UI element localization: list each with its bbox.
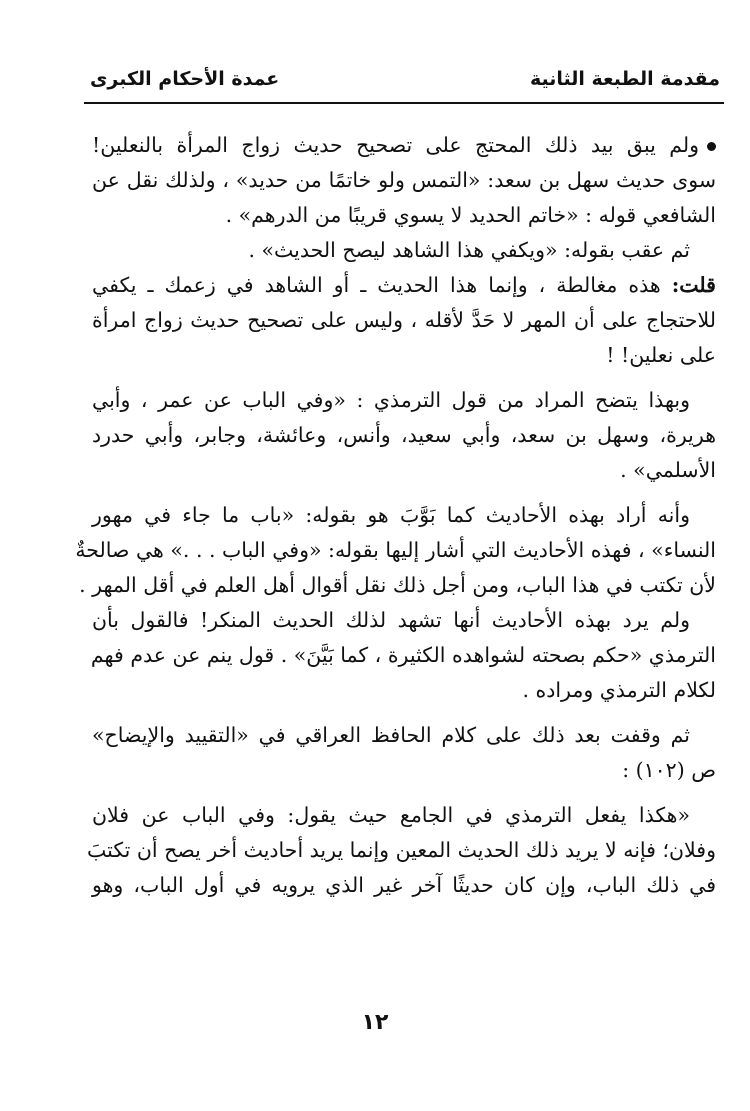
lead-term: قلت:	[671, 273, 716, 297]
paragraph-continuation	[75, 533, 716, 603]
paragraph	[92, 233, 716, 268]
paragraph	[92, 498, 716, 533]
text-line: قلت: هذه مغالطة ، وإنما هذا الحديث ـ أو الشاهد في زعمك ـ يكفي	[92, 273, 716, 297]
paragraph	[92, 383, 716, 418]
page-body	[75, 128, 716, 903]
text-line: لكلام الترمذي ومراده .	[522, 678, 716, 702]
section-title: مقدمة الطبعة الثانية	[529, 68, 720, 90]
paragraph-continuation	[87, 833, 716, 903]
bullet-icon	[707, 142, 716, 151]
paragraph-continuation	[92, 638, 716, 708]
text-line: النساء» ، فهذه الأحاديث التي أشار إليها بقوله: «وفي الباب . . .» هي صالحةٌ	[75, 538, 716, 562]
text-line: ص (١٠٢) :	[622, 758, 716, 782]
text-line: الأسلمي» .	[620, 458, 716, 482]
quotation-paragraph	[92, 798, 716, 833]
paragraph	[92, 603, 716, 638]
text-line: على نعلين! !	[606, 343, 716, 367]
text-line: هريرة، وسهل بن سعد، وأبي سعيد، وأنس، وعائشة، وجابر، وأبي حدرد	[92, 423, 716, 447]
paragraph	[92, 128, 716, 233]
text-line: ثم عقب بقوله: «ويكفي هذا الشاهد ليصح الحديث» .	[248, 238, 690, 262]
page-number: ١٢	[361, 1010, 389, 1035]
running-header	[84, 62, 724, 104]
text-line: ولم يرد بهذه الأحاديث أنها تشهد لذلك الحديث المنكر! فالقول بأن	[92, 608, 690, 632]
text-line: سوى حديث سهل بن سعد: «التمس ولو خاتمًا من حديد» ، ولذلك نقل عن	[92, 168, 716, 192]
text-line: وفلان؛ فإنه لا يريد ذلك الحديث المعين وإنما يريد أحاديث أخر يصح أن تكتبَ	[87, 838, 716, 862]
text-line: لأن تكتب في هذا الباب، ومن أجل ذلك نقل أقوال أهل العلم في أقل المهر .	[79, 573, 716, 597]
text-line: «هكذا يفعل الترمذي في الجامع حيث يقول: وفي الباب عن فلان	[92, 803, 690, 827]
text-line: ثم وقفت بعد ذلك على كلام الحافظ العراقي في «التقييد والإيضاح»	[92, 723, 690, 747]
text-line: للاحتجاج على أن المهر لا حَدَّ لأقله ، وليس على تصحيح حديث زواج امرأة	[92, 308, 716, 332]
paragraph	[92, 268, 716, 373]
text-line: ولم يبق بيد ذلك المحتج على تصحيح حديث زواج المرأة بالنعلين!	[92, 128, 716, 163]
text-line: الترمذي «حكم بصحته لشواهده الكثيرة ، كما بَيَّنَ» . قول ينم عن عدم فهم	[90, 643, 716, 667]
text-line: الشافعي قوله : «خاتم الحديد لا يسوي قريبًا من الدرهم» .	[225, 203, 716, 227]
paragraph-continuation	[92, 753, 716, 788]
paragraph-continuation	[92, 418, 716, 488]
text-line: وبهذا يتضح المراد من قول الترمذي : «وفي الباب عن عمر ، وأبي	[92, 388, 690, 412]
paragraph	[92, 718, 716, 753]
text-line: وأنه أراد بهذه الأحاديث كما بَوَّبَ هو بقوله: «باب ما جاء في مهور	[92, 503, 690, 527]
text-line: في ذلك الباب، وإن كان حديثًا آخر غير الذي يرويه في أول الباب، وهو	[92, 873, 716, 897]
book-title: عمدة الأحكام الكبرى	[90, 68, 280, 90]
